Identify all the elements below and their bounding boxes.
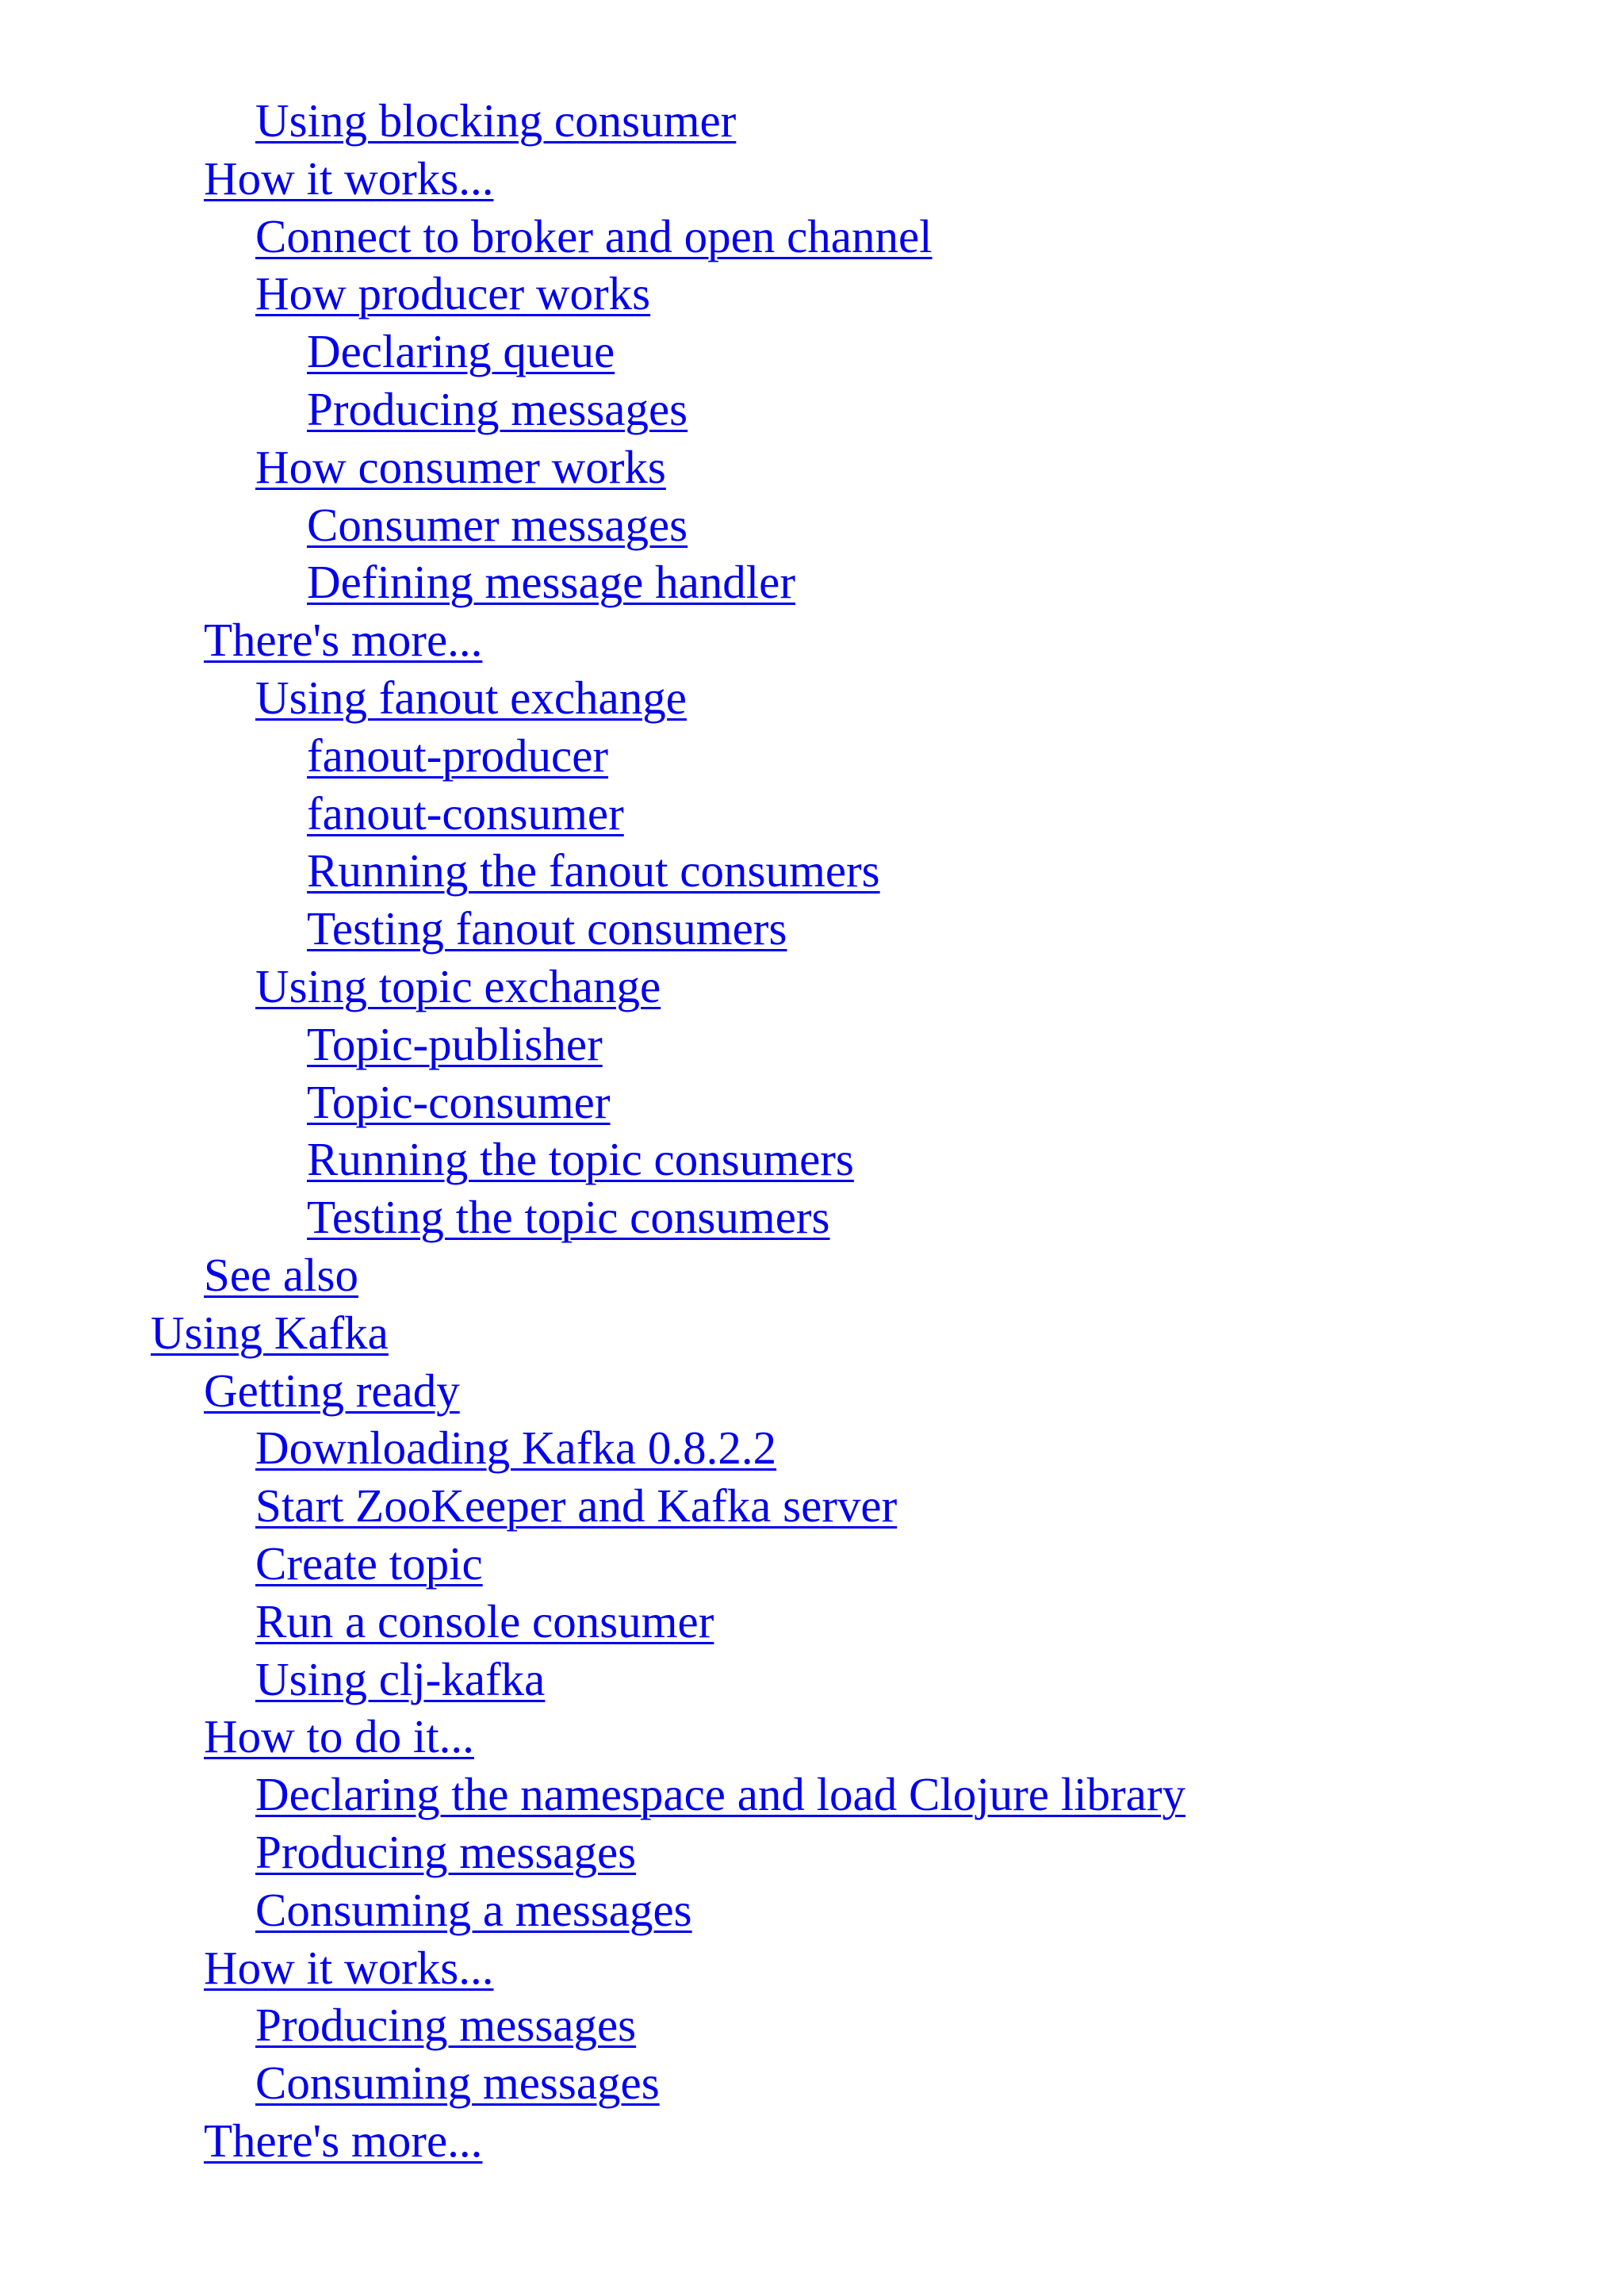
toc-link[interactable]: Topic-consumer <box>307 1075 611 1128</box>
toc-item <box>0 1419 1624 1477</box>
toc-item <box>0 1304 1624 1362</box>
toc-item <box>0 727 1624 785</box>
toc-item <box>0 1593 1624 1651</box>
toc-link[interactable]: Using clj-kafka <box>255 1652 546 1705</box>
toc-link[interactable]: Consuming messages <box>255 2057 660 2110</box>
toc-link[interactable]: Using fanout exchange <box>255 671 687 724</box>
toc-link[interactable]: How producer works <box>255 267 651 320</box>
toc-link[interactable]: Running the topic consumers <box>307 1133 854 1186</box>
toc-link[interactable]: How to do it... <box>204 1710 474 1763</box>
toc-link[interactable]: Using blocking consumer <box>255 94 737 147</box>
toc-link[interactable]: How consumer works <box>255 440 666 493</box>
toc-link[interactable]: How it works... <box>204 151 494 205</box>
toc-link[interactable]: Topic-publisher <box>307 1017 603 1070</box>
toc-item <box>0 785 1624 843</box>
toc-link[interactable]: Using topic exchange <box>255 959 661 1012</box>
toc-link[interactable]: Producing messages <box>255 1825 637 1878</box>
toc-item <box>0 1823 1624 1881</box>
toc-item <box>0 1939 1624 1997</box>
toc-link[interactable]: How it works... <box>204 1941 494 1994</box>
toc-item <box>0 1131 1624 1188</box>
toc-item <box>0 1477 1624 1535</box>
toc-item <box>0 1362 1624 1420</box>
toc-link[interactable]: Consuming a messages <box>255 1883 692 1936</box>
toc-link[interactable]: Consumer messages <box>307 498 688 551</box>
toc-link[interactable]: Using Kafka <box>151 1306 389 1359</box>
toc-item <box>0 1766 1624 1823</box>
toc-item <box>0 1073 1624 1131</box>
toc-link[interactable]: Testing fanout consumers <box>307 902 787 955</box>
toc-link[interactable]: Declaring queue <box>307 325 615 378</box>
toc-item <box>0 1016 1624 1073</box>
toc-link[interactable]: Defining message handler <box>307 556 796 609</box>
toc-item <box>0 1996 1624 2054</box>
toc-link[interactable]: Producing messages <box>255 1999 637 2052</box>
toc-link[interactable]: fanout-consumer <box>307 786 624 840</box>
toc-item <box>0 1651 1624 1709</box>
table-of-contents <box>0 92 1624 2170</box>
toc-item <box>0 958 1624 1016</box>
toc-item <box>0 2054 1624 2112</box>
toc-item <box>0 438 1624 496</box>
toc-item <box>0 611 1624 669</box>
toc-link[interactable]: Connect to broker and open channel <box>255 209 933 262</box>
toc-item <box>0 1708 1624 1766</box>
toc-link[interactable]: Testing the topic consumers <box>307 1191 830 1244</box>
toc-link[interactable]: Start ZooKeeper and Kafka server <box>255 1479 898 1533</box>
toc-link[interactable]: See also <box>204 1248 358 1301</box>
toc-link[interactable]: There's more... <box>204 2114 483 2167</box>
toc-link[interactable]: There's more... <box>204 614 483 667</box>
toc-link[interactable]: fanout-producer <box>307 729 609 782</box>
toc-item <box>0 1188 1624 1246</box>
toc-item <box>0 900 1624 958</box>
toc-item <box>0 2112 1624 2170</box>
toc-item <box>0 208 1624 266</box>
toc-item <box>0 842 1624 900</box>
toc-link[interactable]: Getting ready <box>204 1364 460 1417</box>
toc-item <box>0 150 1624 208</box>
toc-item <box>0 323 1624 381</box>
toc-item <box>0 1535 1624 1593</box>
toc-item <box>0 92 1624 150</box>
toc-item <box>0 1246 1624 1304</box>
toc-link[interactable]: Producing messages <box>307 382 688 435</box>
toc-item <box>0 1881 1624 1939</box>
toc-link[interactable]: Create topic <box>255 1536 483 1590</box>
toc-item <box>0 496 1624 554</box>
toc-link[interactable]: Declaring the namespace and load Clojure library <box>255 1768 1185 1821</box>
toc-link[interactable]: Downloading Kafka 0.8.2.2 <box>255 1422 777 1475</box>
toc-link[interactable]: Running the fanout consumers <box>307 844 880 897</box>
toc-link[interactable]: Run a console consumer <box>255 1594 714 1647</box>
toc-item <box>0 553 1624 611</box>
toc-item <box>0 381 1624 438</box>
toc-item <box>0 265 1624 323</box>
toc-item <box>0 669 1624 727</box>
